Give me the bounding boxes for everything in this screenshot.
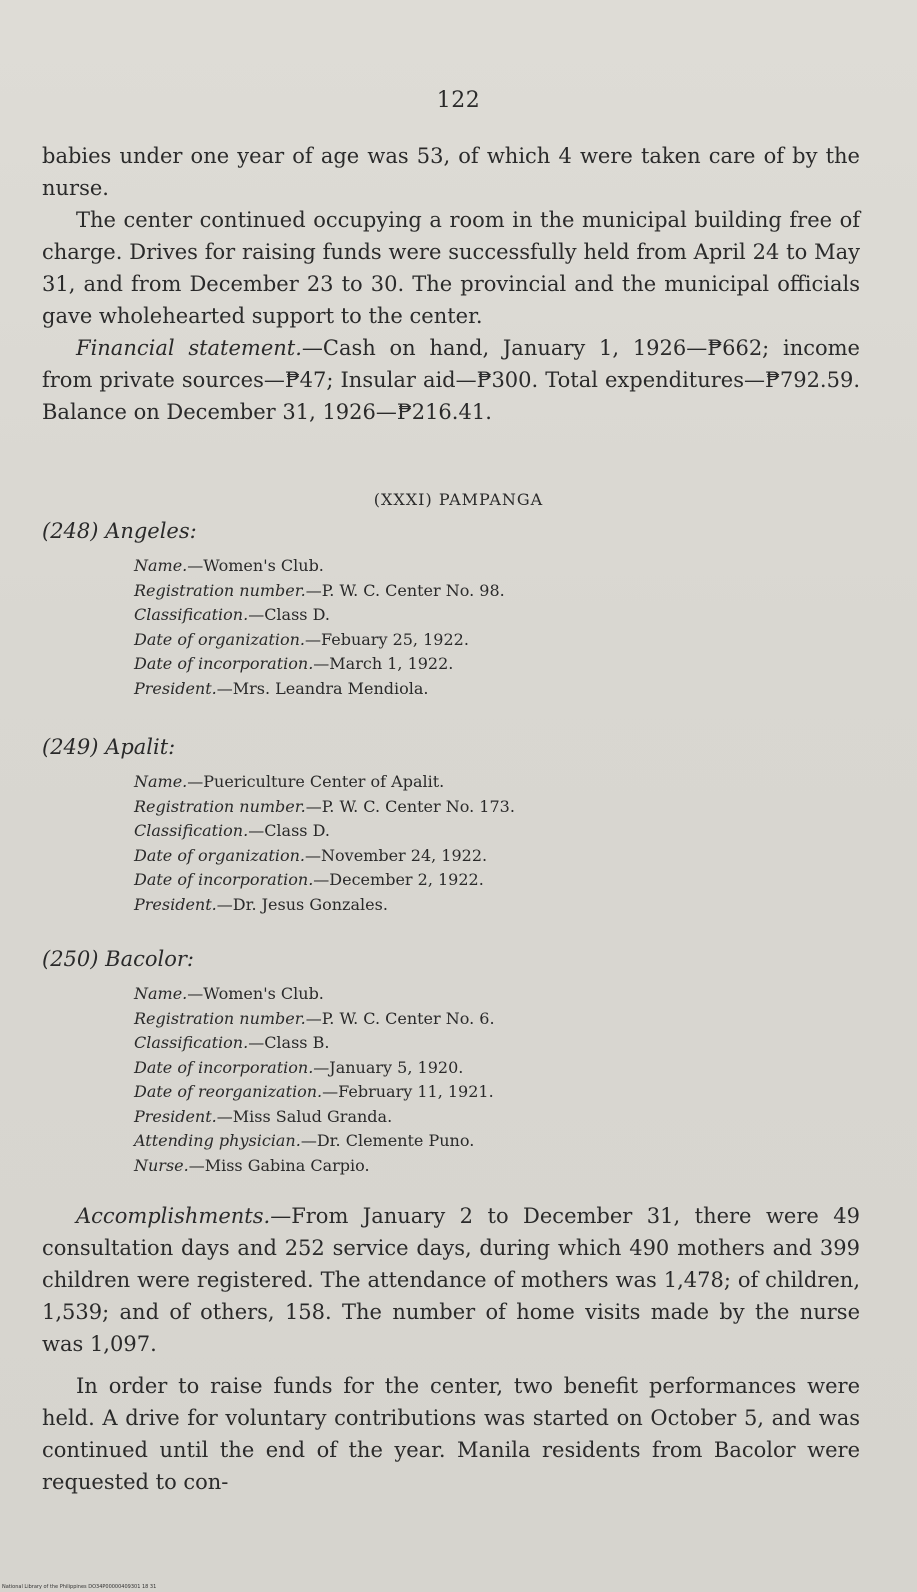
field-value: —Miss Gabina Carpio. [188, 1155, 370, 1175]
field-label: Registration number. [134, 796, 306, 816]
accomplishments-text: —From January 2 to December 31, there were 49 consultation days and 252 service days, during which 490 mothers and 399 children were registered. The attendance of mothers was 1,478; of children, 1,539; and of others, 158. The number of home visits made by the nurse was 1,097. [42, 1204, 860, 1356]
field-row [134, 1031, 860, 1056]
field-row [134, 554, 860, 579]
field-label: Registration number. [134, 1008, 306, 1028]
entry-number: (249) [42, 735, 99, 759]
field-label: President. [134, 678, 217, 698]
field-row [134, 1056, 860, 1081]
field-value: —P. W. C. Center No. 98. [305, 580, 505, 600]
page-number: 122 [436, 88, 481, 113]
field-row [134, 893, 860, 918]
field-label: Date of incorporation. [134, 870, 314, 889]
field-value: —March 1, 1922. [313, 654, 454, 673]
entry-place: Bacolor: [105, 947, 194, 971]
field-row [134, 1154, 860, 1179]
field-value: —Women's Club. [187, 556, 324, 575]
field-label: Date of incorporation. [134, 1057, 314, 1077]
entry-place: Apalit: [105, 735, 176, 759]
field-value: —January 5, 1920. [313, 1057, 464, 1077]
field-value: —Class B. [248, 1033, 330, 1052]
entry-heading [42, 732, 860, 762]
intro-paragraph-2: The center continued occupying a room in the municipal building free of charge. Drives for raising funds were successfully held from April 24 to May 31, and from December 23 to 30. The provincial and the municipal officials gave wholehearted support to the center. [42, 208, 860, 328]
field-row [134, 1129, 860, 1154]
field-label: Attending physician. [134, 1131, 301, 1150]
field-value: —P. W. C. Center No. 173. [305, 796, 515, 816]
field-row [134, 770, 860, 795]
field-value: —Miss Salud Granda. [216, 1106, 393, 1126]
field-label: Classification. [134, 1033, 249, 1052]
field-row [134, 677, 860, 702]
entry-249 [42, 732, 860, 917]
entry-heading [42, 516, 860, 546]
intro-text [42, 140, 860, 428]
entry-fields [134, 982, 860, 1178]
closing-paragraph-2: In order to raise funds for the center, two benefit performances were held. A drive for voluntary contributions was started on October 5, and was continued until the end of the year. Manila residents from Bacolor were requested to con- [42, 1374, 860, 1494]
field-row [134, 1007, 860, 1032]
entry-number: (248) [42, 519, 99, 543]
entry-place: Angeles: [105, 519, 197, 543]
field-value: —February 11, 1921. [322, 1082, 494, 1101]
field-value: —Febuary 25, 1922. [305, 629, 469, 649]
financial-statement-paragraph [42, 332, 860, 428]
entry-248 [42, 516, 860, 701]
field-value: —P. W. C. Center No. 6. [305, 1008, 495, 1028]
field-value: —November 24, 1922. [305, 845, 488, 865]
field-label: Date of organization. [134, 629, 306, 649]
field-row [134, 603, 860, 628]
field-row [134, 628, 860, 653]
accomplishments-paragraph [42, 1200, 860, 1360]
field-row [134, 844, 860, 869]
field-value: —Class D. [248, 605, 330, 624]
field-row [134, 795, 860, 820]
entry-heading [42, 944, 860, 974]
field-label: Classification. [134, 821, 249, 840]
field-label: Name. [134, 556, 188, 575]
entry-fields [134, 770, 860, 917]
entry-fields [134, 554, 860, 701]
field-label: Name. [134, 984, 188, 1003]
scan-footer: National Library of the Philippines DO34P00000409301 18 31 [2, 1584, 157, 1590]
field-value: —December 2, 1922. [313, 870, 484, 889]
field-row [134, 1080, 860, 1105]
field-label: Date of reorganization. [134, 1082, 323, 1101]
field-value: —Puericulture Center of Apalit. [187, 772, 445, 791]
entry-number: (250) [42, 947, 99, 971]
field-label: President. [134, 1106, 217, 1126]
field-row [134, 868, 860, 893]
closing-text [42, 1200, 860, 1498]
field-value: —Women's Club. [187, 984, 324, 1003]
intro-paragraph-1: babies under one year of age was 53, of which 4 were taken care of by the nurse. [42, 144, 860, 200]
field-value: —Mrs. Leandra Mendiola. [216, 678, 429, 698]
field-value: —Dr. Clemente Puno. [300, 1131, 475, 1150]
field-label: Date of incorporation. [134, 654, 314, 673]
field-label: Classification. [134, 605, 249, 624]
accomplishments-label: Accomplishments. [76, 1204, 271, 1228]
field-value: —Dr. Jesus Gonzales. [216, 894, 388, 914]
financial-statement-label: Financial statement. [76, 336, 302, 360]
field-row [134, 819, 860, 844]
field-label: President. [134, 894, 217, 914]
field-row [134, 652, 860, 677]
field-label: Name. [134, 772, 188, 791]
field-row [134, 982, 860, 1007]
field-row [134, 579, 860, 604]
field-label: Nurse. [134, 1155, 189, 1175]
field-label: Registration number. [134, 580, 306, 600]
field-label: Date of organization. [134, 845, 306, 865]
entry-250 [42, 944, 860, 1178]
financial-statement-text: —Cash on hand, January 1, 1926—₱662; income from private sources—₱47; Insular aid—₱300. Total expenditures—₱792.59. Balance on December 31, 1926—₱216.41. [42, 336, 860, 424]
field-value: —Class D. [248, 821, 330, 840]
section-heading: (XXXI) PAMPANGA [373, 490, 544, 509]
field-row [134, 1105, 860, 1130]
